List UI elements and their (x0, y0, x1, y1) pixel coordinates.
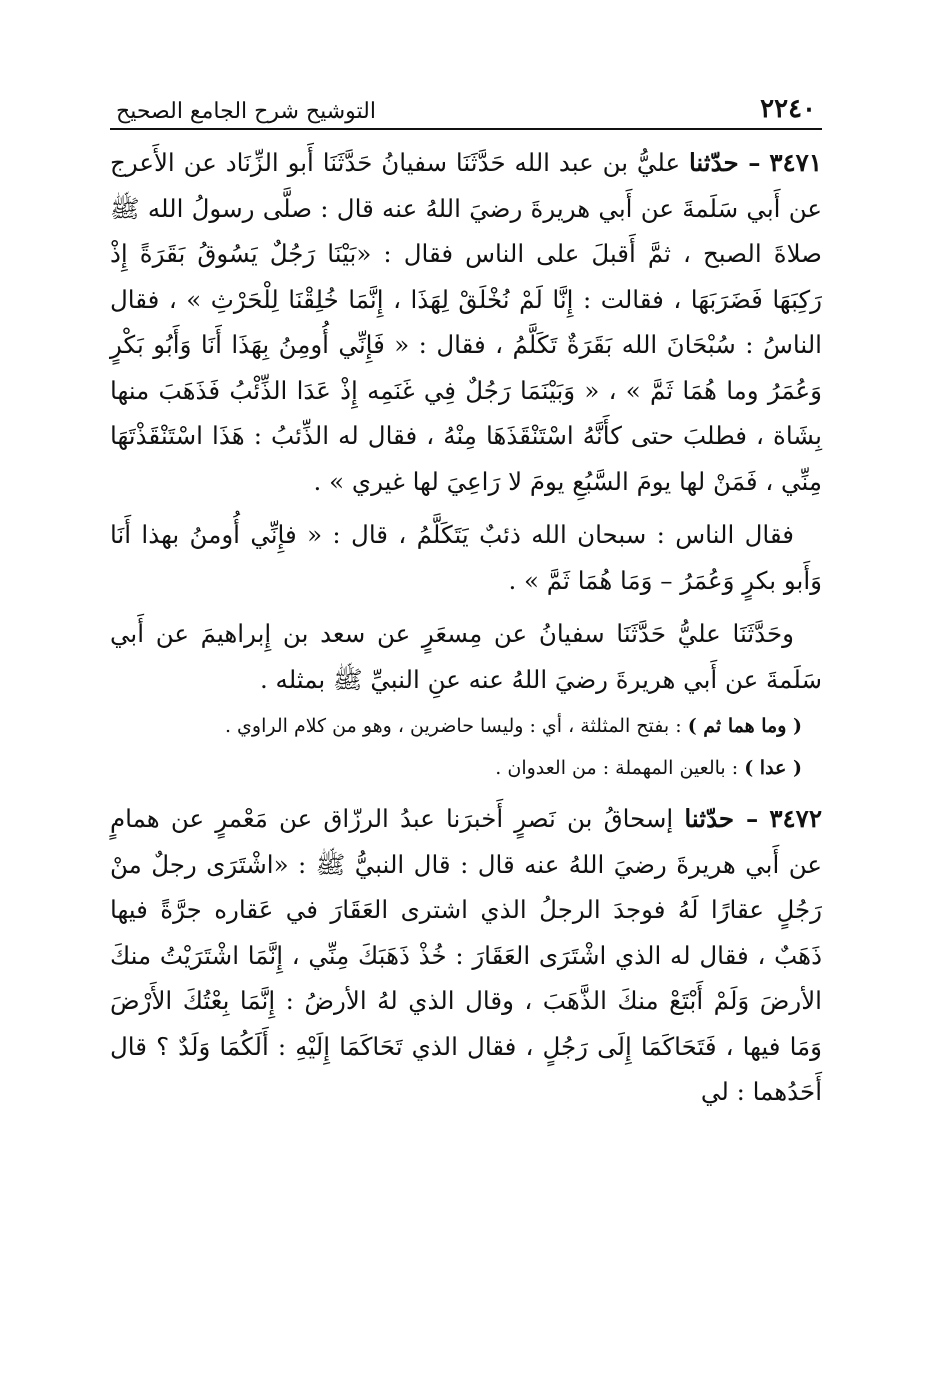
hadith-number: ٣٤٧٢ (769, 804, 822, 833)
commentary-text: : بفتح المثلثة ، أي : وليسا حاضرين ، وهو من كلام الراوي . (224, 715, 682, 737)
book-page (110, 80, 822, 1115)
hadith-opener: – حدّثنا (688, 148, 761, 177)
paragraph-people-said: فقال الناس : سبحان الله ذئبٌ يَتَكَلَّمُ ، قال : « فإِنِّي أُومنُ بهذا أَنَا وَأَبو بكرٍ وَعُمَرُ – وَمَا هُمَا ثَمَّ » . (110, 520, 822, 595)
hadith-opener: – حدّثنا (684, 804, 759, 833)
commentary-note (110, 708, 822, 744)
hadith-text: عليُّ بن عبد الله حَدَّثَنَا سفيانُ حَدَّثَنَا أَبو الزِّنَاد عن الأَعرج عن أَبي سَلَمةَ عن أَبي هريرةَ رضيَ اللهُ عنه قال : صلَّى رسولُ الله ﷺ صلاةَ الصبح ، ثمَّ أَقبلَ على الناس فقال : «بَيْنَا رَجُلٌ يَسُوقُ بَقَرَةً إِذْ رَكِبَهَا فَضَرَبَهَا ، فقالت : إِنَّا لَمْ نُخْلَقْ لِهَذَا ، إِنَّمَا خُلِقْنَا لِلْحَرْثِ » ، فقال الناسُ : سُبْحَانَ الله بَقَرَةٌ تَكَلَّمُ ، فقال : « فَإِنِّي أُومِنُ بِهَذَا أَنَا وَأَبُو بَكْرٍ وَعُمَرُ وما هُمَا ثَمَّ » ، « وَبَيْنَمَا رَجُلٌ فِي غَنَمِه إِذْ عَدَا الذِّئْبُ فَذَهَبَ منها بِشَاة ، فطلبَ حتى كأَنَّهُ اسْتَنْقَذَهَا مِنْهُ ، فقال له الذِّئبُ : هَذَا اسْتَنْقَذْتَهَا مِنِّي ، فَمَنْ لها يومَ السَّبُعِ يومَ لا رَاعِيَ لها غيري » . (110, 148, 822, 496)
hadith-text: إسحاقُ بن نَصرٍ أَخبرَنا عبدُ الرزّاق عن مَعْمرٍ عن همامٍ عن أَبي هريرةَ رضيَ اللهُ عنه قال : قال النبيُّ ﷺ : «اشْتَرَى رجلٌ منْ رَجُلٍ عقارًا لَهُ فوجدَ الرجلُ الذي اشترى العَقَارَ في عَقاره جرَّةً فيها ذَهَبٌ ، فقال له الذي اشْتَرَى العَقَارَ : خُذْ ذَهَبَكَ مِنِّي ، إِنَّمَا اشْتَرَيْتُ منكَ الأرضَ وَلَمْ أَبْتَعْ منكَ الذَّهَبَ ، وقال الذي لهُ الأرضُ : إِنَّمَا بِعْتُكَ الأَرْضَ وَمَا فيها ، فَتَحَاكَمَا إِلَى رَجُلٍ ، فقال الذي تَحَاكَمَا إِلَيْهِ : أَلَكُمَا وَلَدٌ ؟ قال أَحَدُهما : لي (110, 804, 822, 1106)
hadith-3471 (110, 140, 822, 504)
commentary-term: ( عدا ) (744, 757, 802, 779)
paragraph-second-chain: وحَدَّثَنَا عليُّ حَدَّثَنَا سفيانُ عن مِسعَرٍ عن سعد بن إِبراهيمَ عن أَبي سَلَمةَ عن أَبي هريرةَ رضيَ اللهُ عنه عنِ النبيِّ ﷺ بمثله . (110, 619, 822, 694)
page-number: ٢٢٤٠ (760, 94, 816, 124)
running-title: التوشيح شرح الجامع الصحيح (116, 99, 376, 124)
commentary-text: : بالعين المهملة : من العدوان . (495, 757, 739, 779)
commentary-term: ( وما هما ثم ) (687, 715, 802, 737)
commentary-note (110, 750, 822, 786)
hadith-3472 (110, 796, 822, 1115)
page-header (110, 80, 822, 130)
hadith-number: ٣٤٧١ (769, 148, 822, 177)
